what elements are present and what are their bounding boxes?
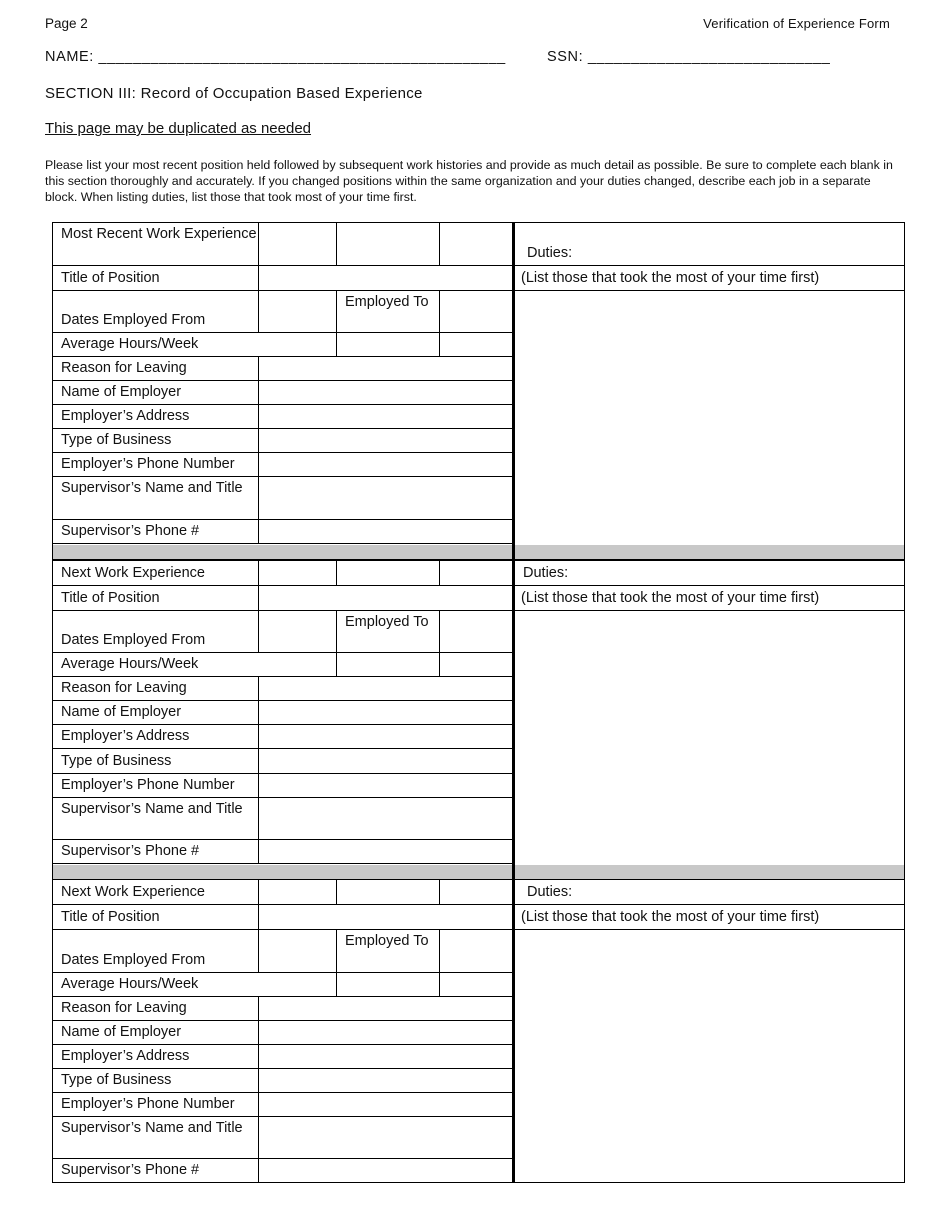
name-of-employer-input[interactable] (259, 701, 514, 725)
name-field[interactable]: NAME: _______________________________________________ (45, 49, 506, 65)
type-of-business-label: Type of Business (53, 1069, 259, 1093)
type-of-business-input[interactable] (259, 749, 514, 774)
duties-note: (List those that took the most of your time first) (514, 586, 905, 611)
work-experience-block-2 (52, 560, 905, 880)
duplicate-note: This page may be duplicated as needed (45, 120, 312, 137)
employed-to-label: Employed To (337, 291, 440, 333)
employers-address-label: Employer’s Address (53, 1045, 259, 1069)
supervisor-phone-input[interactable] (259, 520, 514, 544)
type-of-business-input[interactable] (259, 429, 514, 453)
title-of-position-label: Title of Position (53, 905, 259, 930)
supervisor-phone-label: Supervisor’s Phone # (53, 1159, 259, 1183)
employers-address-label: Employer’s Address (53, 405, 259, 429)
employed-to-label: Employed To (337, 611, 440, 653)
average-hours-input-2[interactable] (440, 653, 514, 677)
name-of-employer-label: Name of Employer (53, 1021, 259, 1045)
employers-phone-label: Employer’s Phone Number (53, 1093, 259, 1117)
average-hours-input-2[interactable] (440, 973, 514, 997)
employed-to-input[interactable] (440, 611, 514, 653)
work-experience-block-1 (52, 222, 905, 560)
name-of-employer-label: Name of Employer (53, 701, 259, 725)
average-hours-input-1[interactable] (337, 653, 440, 677)
supervisor-name-title-label: Supervisor’s Name and Title (53, 477, 259, 520)
name-of-employer-input[interactable] (259, 1021, 514, 1045)
heading-input-1[interactable] (259, 223, 337, 266)
supervisor-phone-label: Supervisor’s Phone # (53, 840, 259, 864)
title-of-position-label: Title of Position (53, 586, 259, 611)
form-title: Verification of Experience Form (703, 16, 890, 31)
type-of-business-input[interactable] (259, 1069, 514, 1093)
employers-address-input[interactable] (259, 405, 514, 429)
title-of-position-label: Title of Position (53, 266, 259, 291)
type-of-business-label: Type of Business (53, 429, 259, 453)
block-heading: Next Work Experience (53, 561, 259, 586)
heading-input-1[interactable] (259, 880, 337, 905)
supervisor-name-title-input[interactable] (259, 798, 514, 840)
name-of-employer-input[interactable] (259, 381, 514, 405)
title-of-position-input[interactable] (259, 266, 514, 291)
employed-to-input[interactable] (440, 930, 514, 973)
heading-input-2[interactable] (337, 223, 440, 266)
ssn-field[interactable]: SSN: ____________________________ (547, 49, 831, 65)
duties-label: Duties: (514, 223, 905, 266)
average-hours-label: Average Hours/Week (53, 973, 337, 997)
employers-phone-input[interactable] (259, 453, 514, 477)
title-of-position-input[interactable] (259, 586, 514, 611)
dates-employed-from-input[interactable] (259, 291, 337, 333)
employers-phone-label: Employer’s Phone Number (53, 774, 259, 798)
page-number: Page 2 (45, 16, 88, 31)
duties-label: Duties: (514, 880, 905, 905)
duties-input[interactable] (514, 291, 905, 560)
employers-address-input[interactable] (259, 725, 514, 749)
supervisor-name-title-label: Supervisor’s Name and Title (53, 1117, 259, 1159)
heading-input-3[interactable] (440, 561, 514, 586)
reason-for-leaving-input[interactable] (259, 357, 514, 381)
block-heading: Most Recent Work Experience (53, 223, 259, 266)
type-of-business-label: Type of Business (53, 749, 259, 774)
block-heading: Next Work Experience (53, 880, 259, 905)
supervisor-phone-input[interactable] (259, 1159, 514, 1183)
reason-for-leaving-label: Reason for Leaving (53, 357, 259, 381)
instructions: Please list your most recent position held followed by subsequent work histories and provide as much detail as possible. Be sure to complete each blank in this section thoroughly and accurately. If you changed positions within the same organization and your duties changed, describe each job in a separate block. When listing duties, list those that took most of your time first. (45, 158, 893, 204)
section-title: SECTION III: Record of Occupation Based Experience (45, 85, 423, 102)
average-hours-input-1[interactable] (337, 333, 440, 357)
average-hours-input-1[interactable] (337, 973, 440, 997)
dates-employed-from-label: Dates Employed From (53, 930, 259, 973)
dates-employed-from-input[interactable] (259, 930, 337, 973)
employed-to-label: Employed To (337, 930, 440, 973)
duties-input[interactable] (514, 611, 905, 880)
dates-employed-from-label: Dates Employed From (53, 291, 259, 333)
work-experience-block-3 (52, 879, 905, 1183)
title-of-position-input[interactable] (259, 905, 514, 930)
supervisor-phone-label: Supervisor’s Phone # (53, 520, 259, 544)
heading-input-1[interactable] (259, 561, 337, 586)
heading-input-3[interactable] (440, 223, 514, 266)
dates-employed-from-label: Dates Employed From (53, 611, 259, 653)
name-of-employer-label: Name of Employer (53, 381, 259, 405)
supervisor-phone-input[interactable] (259, 840, 514, 864)
reason-for-leaving-label: Reason for Leaving (53, 677, 259, 701)
employed-to-input[interactable] (440, 291, 514, 333)
block-separator (53, 864, 905, 880)
duties-input[interactable] (514, 930, 905, 1183)
heading-input-3[interactable] (440, 880, 514, 905)
reason-for-leaving-input[interactable] (259, 997, 514, 1021)
dates-employed-from-input[interactable] (259, 611, 337, 653)
heading-input-2[interactable] (337, 880, 440, 905)
employers-address-input[interactable] (259, 1045, 514, 1069)
heading-input-2[interactable] (337, 561, 440, 586)
supervisor-name-title-label: Supervisor’s Name and Title (53, 798, 259, 840)
duties-note: (List those that took the most of your time first) (514, 905, 905, 930)
reason-for-leaving-input[interactable] (259, 677, 514, 701)
average-hours-label: Average Hours/Week (53, 333, 337, 357)
supervisor-name-title-input[interactable] (259, 477, 514, 520)
employers-address-label: Employer’s Address (53, 725, 259, 749)
block-separator (53, 544, 905, 560)
employers-phone-input[interactable] (259, 774, 514, 798)
employers-phone-input[interactable] (259, 1093, 514, 1117)
duties-note: (List those that took the most of your time first) (514, 266, 905, 291)
employers-phone-label: Employer’s Phone Number (53, 453, 259, 477)
reason-for-leaving-label: Reason for Leaving (53, 997, 259, 1021)
supervisor-name-title-input[interactable] (259, 1117, 514, 1159)
average-hours-input-2[interactable] (440, 333, 514, 357)
average-hours-label: Average Hours/Week (53, 653, 337, 677)
duties-label: Duties: (514, 561, 905, 586)
